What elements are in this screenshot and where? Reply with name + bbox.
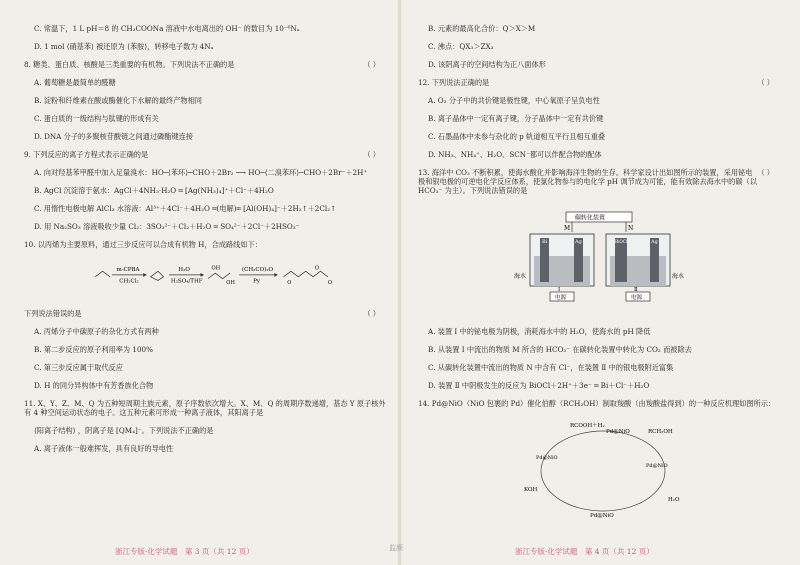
question-text: D. 该阴离子的空间结构为正八面体形 <box>428 60 546 69</box>
question-text: B. 元素的最高化合价：Q＞X＞M <box>428 24 536 33</box>
svg-text:Pd@NiO: Pd@NiO <box>590 513 614 519</box>
question-text: C. 常温下，1 L pH＝8 的 CH₃COONa 溶液中水电离出的 OH⁻ 的数目为 10⁻⁶Nₐ <box>34 24 300 33</box>
question-text: 9. 下列反应的离子方程式表示正确的是 <box>24 150 149 159</box>
question-line-q13d <box>428 381 780 390</box>
question-text: 12. 下列说法正确的是 <box>418 78 490 87</box>
question-line-q12d <box>428 150 780 159</box>
svg-text:OH: OH <box>226 280 235 286</box>
question-line-q8b <box>34 96 386 105</box>
question-text: C. 蛋白质的一级结构与肽键的形成有关 <box>34 114 159 123</box>
svg-text:Ag: Ag <box>575 239 582 245</box>
label-n: N <box>628 225 634 232</box>
catalytic-cycle-figure <box>518 419 688 523</box>
question-text: ⟨阳离子结构⟩ ，阴离子是 [QM₄]⁻。下列说法不正确的是 <box>34 426 214 435</box>
svg-text:Ⅰ: Ⅰ <box>558 287 561 293</box>
question-text: 下列说法错误的是 <box>24 309 82 318</box>
question-line-q9c <box>34 204 386 213</box>
cycle-koh: KOH <box>524 487 538 493</box>
question-line-q8a <box>34 78 386 87</box>
svg-text:电源: 电源 <box>631 295 643 301</box>
svg-text:OH: OH <box>211 265 221 272</box>
svg-text:O: O <box>314 265 320 272</box>
cycle-start: RCOOH＋H₂ <box>570 423 605 429</box>
answer-blank: （ ） <box>363 150 380 159</box>
cycle-water: H₂O <box>668 497 680 503</box>
question-text: D. 1 mol ⟨硝基苯⟩ 被还原为 ⟨苯胺⟩，转移电子数为 4Nₐ <box>34 42 214 51</box>
cycle-catalyst: Pd@NiO <box>606 429 630 435</box>
question-line-q10q <box>24 309 386 318</box>
question-line-q10c <box>34 363 386 372</box>
reagent-3-top: (CH₃CO)₂O <box>242 267 274 274</box>
question-text: C. 第三步反应属于取代反应 <box>34 363 123 372</box>
svg-text:O: O <box>327 280 333 286</box>
page-4 <box>400 0 800 565</box>
question-text: C. 用惰性电极电解 AlCl₃ 水溶液：Al³⁺＋4Cl⁻＋4H₂O ═(电解)═ [Al(OH)₄]⁻＋2H₂↑＋2Cl₂↑ <box>34 204 337 213</box>
question-text: A. 葡萄糖是最简单的醛糖 <box>34 78 116 87</box>
question-line-q13a <box>428 327 780 336</box>
question-line-q9 <box>24 150 386 159</box>
question-text: 8. 糖类、蛋白质、核酸是三类重要的有机物。下列说法不正确的是 <box>24 60 235 69</box>
svg-text:Pd@NiO: Pd@NiO <box>536 455 558 461</box>
question-line-q8c <box>34 114 386 123</box>
question-line-l-d <box>34 42 386 51</box>
carbon-converter-label: 碳转化装置 <box>575 214 606 222</box>
question-line-q10b <box>34 345 386 354</box>
question-line-q11d <box>428 60 780 69</box>
synthesis-scheme <box>80 262 380 286</box>
question-line-q13 <box>418 168 780 195</box>
svg-text:O: O <box>287 280 292 286</box>
question-line-q10d <box>34 381 386 390</box>
question-text: 13. 海洋中 CO₂ 不断积累，使海水酸化并影响海洋生物的生存。科学家设计出如图所示的装置，采用铋电极和银电极的可逆电化学反应体系，使氯化物参与的电化学 pH 调节成为可能，能有效除去海水中的碳（以 HCO₃⁻ 为主）。下列说法错误的是 <box>418 168 757 195</box>
svg-text:电源: 电源 <box>555 295 567 301</box>
question-text: D. 用 Na₂SO₃ 溶液吸收少量 Cl₂：3SO₃²⁻＋Cl₂＋H₂O ═ SO₄²⁻＋2Cl⁻＋2HSO₃⁻ <box>34 222 300 231</box>
question-line-q14 <box>418 399 780 408</box>
electrode-biocl <box>615 238 627 282</box>
footer-page-3: 浙江专版·化学试题 第 3 页（共 12 页） <box>115 547 254 556</box>
question-text: D. 装置 Ⅱ 中阴极发生的反应为 BiOCl＋2H⁺＋3e⁻ ═ Bi＋Cl⁻＋H₂O <box>428 381 650 390</box>
question-text: A. O₃ 分子中的共价键是极性键，中心氧原子呈负电性 <box>428 96 600 105</box>
question-line-q11a <box>34 444 386 453</box>
footer-page-4: 浙江专版·化学试题 第 4 页（共 12 页） <box>515 547 654 556</box>
question-line-q13fig <box>428 204 780 318</box>
question-line-q12c <box>428 132 780 141</box>
electrochem-device-figure <box>514 208 684 306</box>
question-text: B. 离子晶体中一定有离子键，分子晶体中一定有共价键 <box>428 114 604 123</box>
question-line-q11c <box>428 42 780 51</box>
question-line-q11s <box>34 426 386 435</box>
question-line-q9b <box>34 186 386 195</box>
reagent-2-bottom: H₂SO₄/THF <box>170 278 203 285</box>
question-text: 10. 以丙烯为主要原料，通过三步反应可以合成有机物 H，合成路线如下： <box>24 240 262 249</box>
question-line-q14fig <box>428 417 780 525</box>
svg-text:Ag: Ag <box>651 239 658 245</box>
answer-blank: （ ） <box>757 168 774 177</box>
question-text: B. 第二步反应的原子利用率为 100% <box>34 345 153 354</box>
question-line-q12 <box>418 78 780 87</box>
question-text: B. AgCl 沉淀溶于氨水：AgCl＋4NH₃·H₂O ═ [Ag(NH₃)₄]⁺＋Cl⁻＋4H₂O <box>34 186 274 195</box>
question-text: C. 沸点：QX₃＞ZX₃ <box>428 42 494 51</box>
svg-text:BiOCl: BiOCl <box>615 239 628 244</box>
question-text: A. 向对羟基苯甲醛中加入足量溴水：HO─⟨苯环⟩─CHO＋2Br₂ ⟶ HO─⟨二溴苯环⟩─CHO＋2Br⁻＋2H⁺ <box>34 168 368 177</box>
reagent-1-top: m-CPBA <box>116 267 140 274</box>
reagent-3-bottom: Py <box>253 278 260 285</box>
question-text: D. NH₃、NH₄⁺、H₂O、SCN⁻都可以作配合物的配体 <box>428 150 602 159</box>
question-line-q12a <box>428 96 780 105</box>
question-text: 11. X、Y、Z、M、Q 为五种短周期主族元素，原子序数依次增大。X、M、Q 的周期序数递增，基态 Y 原子核外有 4 种空间运动状态的电子。这五种元素可形成一种离子液体，其阳离子是 <box>24 399 386 417</box>
question-line-l-c <box>34 24 386 33</box>
question-line-q10 <box>24 240 386 249</box>
question-line-q11b <box>428 24 780 33</box>
question-text: D. DNA 分子的多聚核苷酸链之间通过磷酯键连接 <box>34 132 193 141</box>
svg-text:Ⅱ: Ⅱ <box>634 287 638 293</box>
question-line-q12b <box>428 114 780 123</box>
question-line-q13c <box>428 363 780 372</box>
svg-text:Pd@NiO: Pd@NiO <box>646 463 668 469</box>
answer-blank: （ ） <box>363 60 380 69</box>
question-line-q11 <box>24 399 386 417</box>
question-line-q9d <box>34 222 386 231</box>
question-text: B. 淀粉和纤维素在酸或酶催化下水解的最终产物相同 <box>34 96 202 105</box>
question-text: C. 从碳转化装置中流出的物质 N 中含有 Cl⁻，在装置 Ⅱ 中的银电极附近富集 <box>428 363 674 372</box>
question-text: 14. Pd@NiO（NiO 包裹的 Pd）催化伯醇（RCH₂OH）制取羧酸（由羧酸盐得到）的一种反应机理如图所示： <box>418 399 776 408</box>
question-text: A. 丙烯分子中碳原子的杂化方式有两种 <box>34 327 159 336</box>
question-text: A. 装置 Ⅰ 中的铋电极为阴极，消耗海水中的 H₂O，使海水的 pH 降低 <box>428 327 651 336</box>
reagent-2-top: H₂O <box>178 267 190 274</box>
question-line-q10s <box>34 258 386 300</box>
seawater-in-label: 海水 <box>514 273 527 280</box>
question-line-q10a <box>34 327 386 336</box>
question-text: B. 从装置 Ⅰ 中流出的物质 M 所含的 HCO₃⁻ 在碳转化装置中转化为 CO₂ 而被除去 <box>428 345 692 354</box>
svg-text:Bi: Bi <box>542 239 548 245</box>
question-line-q8 <box>24 60 386 69</box>
cycle-alcohol: RCH₂OH <box>648 429 673 435</box>
question-line-q9a <box>34 168 386 177</box>
question-text: D. H 的同分异构体中有芳香族化合物 <box>34 381 154 390</box>
seawater-out-label: 海水 <box>672 273 684 280</box>
question-line-q13b <box>428 345 780 354</box>
question-text: A. 离子液体一般难挥发，具有良好的导电性 <box>34 444 174 453</box>
question-text: C. 石墨晶体中未参与杂化的 p 轨道相互平行且相互重叠 <box>428 132 606 141</box>
question-line-q8d <box>34 132 386 141</box>
reagent-1-bottom: CH₂Cl₂ <box>119 278 139 285</box>
center-stamp: 监颜 <box>389 544 403 552</box>
answer-blank: （ ） <box>363 309 380 318</box>
answer-blank: （ ） <box>757 78 774 87</box>
label-m: M <box>564 225 571 232</box>
